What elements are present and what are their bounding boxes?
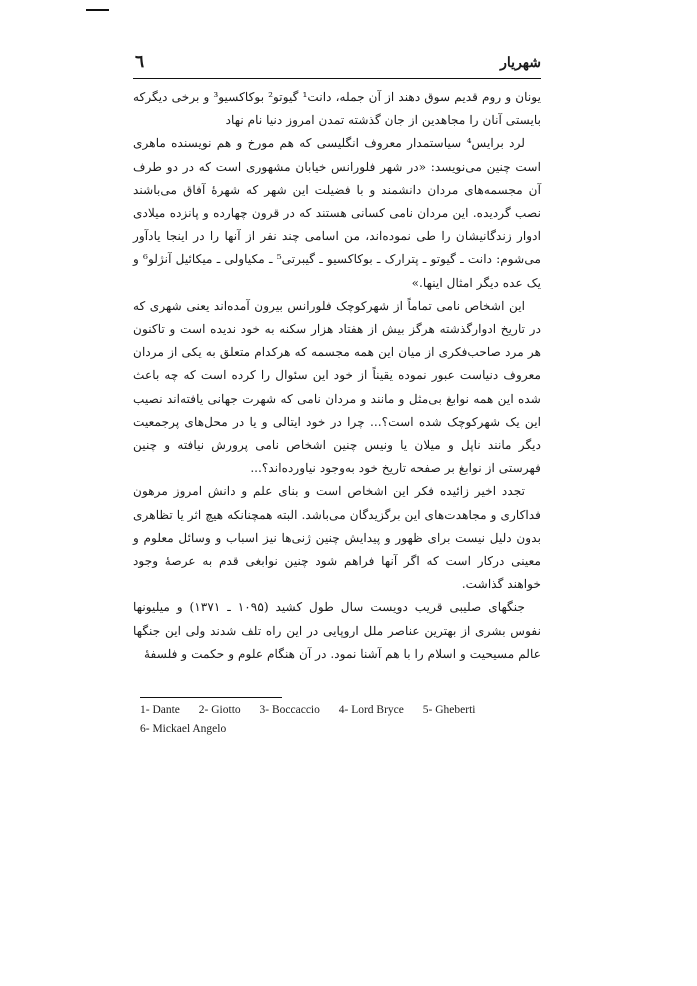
footnote: 2- Giotto — [198, 704, 241, 716]
paragraph: لرد برایس⁴ سیاستمدار معروف انگلیسی که هم مورخ و هم نویسنده ماهری است چنین می‌نویسد: «در شهر فلورانس خیابان مشهوری است که در دو طرف آن مجسمه‌های مردان دانشمند و با فضیلت این شهر که شهرهٔ آفاق می‌باشند نصب گردیده. این مردان نامی کسانی هستند که در قرون چهارده و پانزده میلادی ادوار زندگانیشان را طی نموده‌اند، من اسامی چند نفر از آنها را در اینجا یادآور می‌شوم: دانت ـ گیوتو ـ پترارک ـ بوکاکسیو ـ گیبرتی⁵ ـ مکیاولی ـ میکائیل آنژلو⁶ و یک عده دیگر امثال اینها.» — [133, 136, 542, 290]
paragraph: تجدد اخیر زائیده فکر این اشخاص است و بنای علم و دانش امروز مرهون فداکاری و مجاهدت‌های این برگزیدگان می‌باشد. البته همچنانکه هیچ اثر یا تظاهری بدون دلیل نیست برای ظهور و پیدایش چنین ژنی‌ها نیز اسباب و وسائل معلوم و معینی درکار است که اگر آنها فراهم شود چنین نوابغی قدم به عرصهٔ وجود خواهند گذاشت. — [133, 484, 541, 592]
footnotes — [140, 701, 560, 739]
paragraph: جنگهای صلیبی قریب دویست سال طول کشید (۱۰۹۵ ـ ۱۳۷۱) و میلیونها نفوس بشری از بهترین عناصر ملل اروپایی در این راه تلف شدند ولی این جنگها عالم مسیحیت و اسلام را با هم آشنا نمود. در آن هنگام علوم و حکمت و فلسفهٔ — [133, 600, 541, 661]
header-title: شهریار — [500, 55, 541, 71]
footnote: 5- Gheberti — [422, 704, 476, 716]
paragraph: یونان و روم قدیم سوق دهند از آن جمله، دانت¹ گیوتو² بوکاکسیو³ و برخی دیگرکه بایستی آنان را مجاهدین از جان گذشته تمدن امروز دنیا نام نهاد — [133, 90, 541, 128]
footnote: 4- Lord Bryce — [338, 704, 404, 716]
paragraph: این اشخاص نامی تماماً از شهرکوچک فلورانس بیرون آمده‌اند یعنی شهری که در تاریخ ادوارگذشته هرگز بیش از هفتاد هزار سکنه به خود ندیده است و تاکنون هر مرد صاحب‌فکری از میان این همه مجسمه که هرکدام متعلق به یکی از مردان معروف دنیاست عبور نموده یقیناً از خود این سئوال را کرده است که چه باعث شده این همه نوابغ بی‌مثل و مانند و مردان نامی که شهرت جهانی یافته‌اند نصیب این یک شهرکوچک شده است؟... چرا در خود ایتالی و یا در محل‌های پرجمعیت دیگر مانند ناپل و میلان یا ونیس چنین اشخاص نامی پرورش نیافته و چنین فهرستی از نوابغ بر صفحه تاریخ خود به‌وجود نیاورده‌اند؟... — [133, 298, 541, 476]
footnote: 3- Boccaccio — [259, 704, 320, 716]
footnote-rule — [140, 697, 282, 698]
footnote: 6- Mickael Angelo — [140, 723, 227, 735]
running-header — [133, 52, 541, 79]
body-text — [133, 86, 541, 666]
page-number: ٦ — [135, 52, 145, 72]
top-rule — [86, 9, 109, 11]
footnote: 1- Dante — [140, 704, 180, 716]
